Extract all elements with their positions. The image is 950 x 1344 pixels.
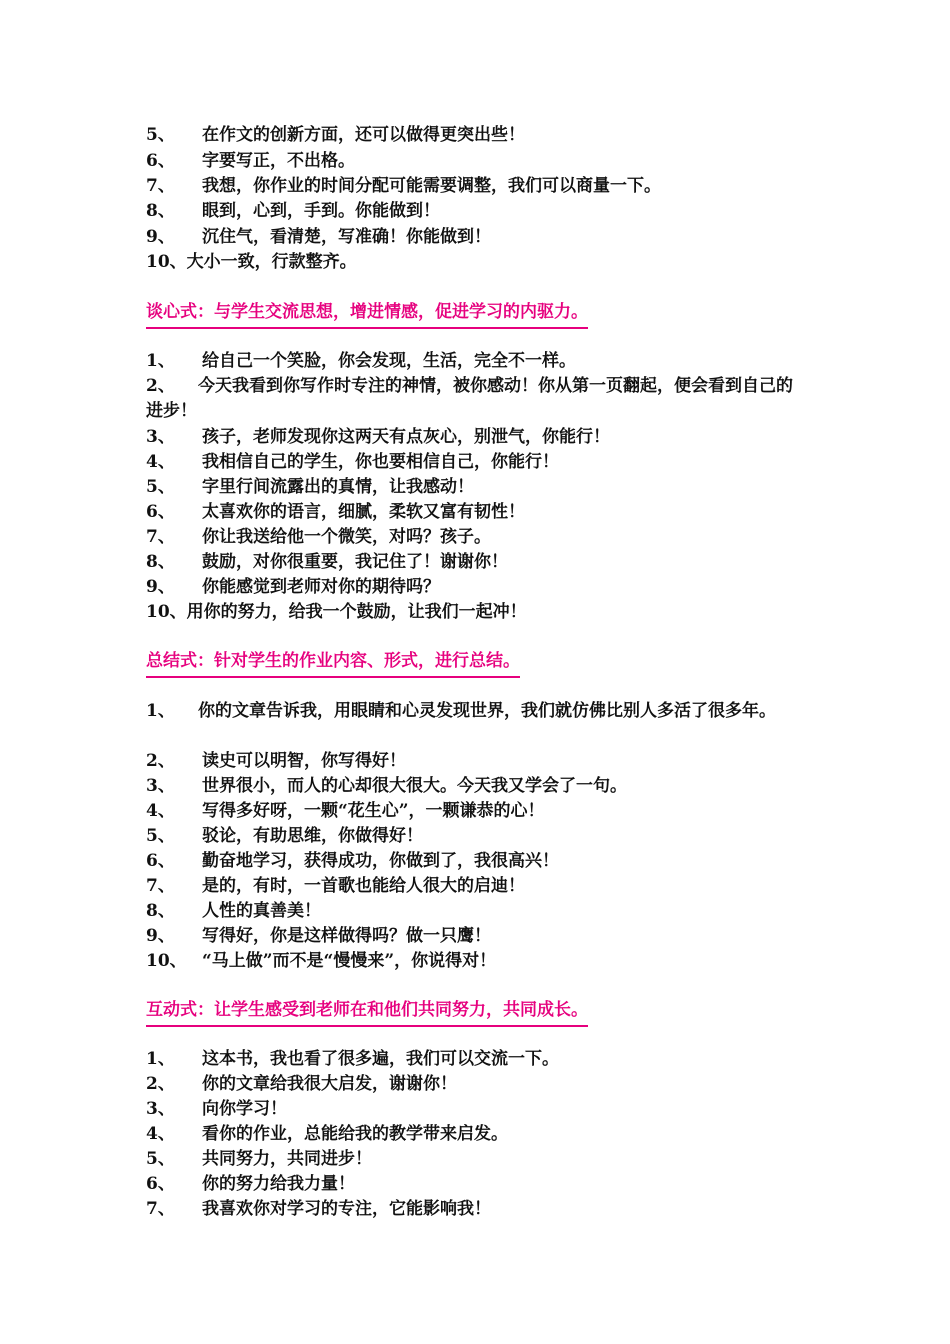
list-item: 9、 你能感觉到老师对你的期待吗？ <box>146 577 440 597</box>
list-item: 6、 太喜欢你的语言，细腻，柔软又富有韧性！ <box>146 502 525 522</box>
list-item: 7、 你让我送给他一个微笑，对吗？孩子。 <box>146 527 491 547</box>
list-item: 7、 我想，你作业的时间分配可能需要调整，我们可以商量一下。 <box>146 176 661 196</box>
list-item: 4、 写得多好呀，一颗“花生心”，一颗谦恭的心！ <box>146 801 545 821</box>
list-item: 10、 “马上做”而不是“慢慢来”，你说得对！ <box>146 951 497 971</box>
list-item: 1、 给自己一个笑脸，你会发现，生活，完全不一样。 <box>146 351 576 371</box>
list-item: 10、大小一致，行款整齐。 <box>146 252 357 272</box>
list-item: 5、 共同努力，共同进步！ <box>146 1149 372 1169</box>
section-heading: 互动式：让学生感受到老师在和他们共同努力，共同成长。 <box>146 998 588 1027</box>
list-item: 5、 在作文的创新方面，还可以做得更突出些！ <box>146 125 525 145</box>
list-item: 8、 鼓励，对你很重要，我记住了！谢谢你！ <box>146 552 508 572</box>
list-item: 7、 我喜欢你对学习的专注，它能影响我！ <box>146 1199 491 1219</box>
list-item: 4、 看你的作业，总能给我的教学带来启发。 <box>146 1124 508 1144</box>
list-item: 8、 人性的真善美！ <box>146 901 321 921</box>
list-item: 1、 你的文章告诉我，用眼睛和心灵发现世界，我们就仿佛比别人多活了很多年。 <box>146 701 776 721</box>
section-heading: 谈心式：与学生交流思想，增进情感，促进学习的内驱力。 <box>146 300 588 329</box>
list-item: 1、 这本书，我也看了很多遍，我们可以交流一下。 <box>146 1049 559 1069</box>
list-item: 10、用你的努力，给我一个鼓励，让我们一起冲！ <box>146 602 527 622</box>
list-item: 3、 孩子，老师发现你这两天有点灰心，别泄气，你能行！ <box>146 427 610 447</box>
list-item: 6、 你的努力给我力量！ <box>146 1174 355 1194</box>
list-item: 2、 读史可以明智，你写得好！ <box>146 751 406 771</box>
list-item: 7、 是的，有时，一首歌也能给人很大的启迪！ <box>146 876 525 896</box>
list-item: 6、 勤奋地学习，获得成功，你做到了，我很高兴！ <box>146 851 559 871</box>
list-item: 9、 沉住气，看清楚，写准确！你能做到！ <box>146 227 491 247</box>
list-item: 3、 向你学习！ <box>146 1099 287 1119</box>
list-item: 3、 世界很小，而人的心却很大很大。今天我又学会了一句。 <box>146 776 627 796</box>
list-item: 6、 字要写正，不出格。 <box>146 151 355 171</box>
list-item: 4、 我相信自己的学生，你也要相信自己，你能行！ <box>146 452 559 472</box>
list-item: 5、 字里行间流露出的真情，让我感动！ <box>146 477 474 497</box>
list-item: 9、 写得好，你是这样做得吗？做一只鹰！ <box>146 926 491 946</box>
section-heading: 总结式：针对学生的作业内容、形式，进行总结。 <box>146 649 520 678</box>
list-item: 8、 眼到，心到，手到。你能做到！ <box>146 201 440 221</box>
list-item: 2、 你的文章给我很大启发，谢谢你！ <box>146 1074 457 1094</box>
list-item: 5、 驳论，有助思维，你做得好！ <box>146 826 423 846</box>
list-item: 2、 今天我看到你写作时专注的神情，被你感动！你从第一页翻起，便会看到自己的进步！ <box>146 376 793 421</box>
